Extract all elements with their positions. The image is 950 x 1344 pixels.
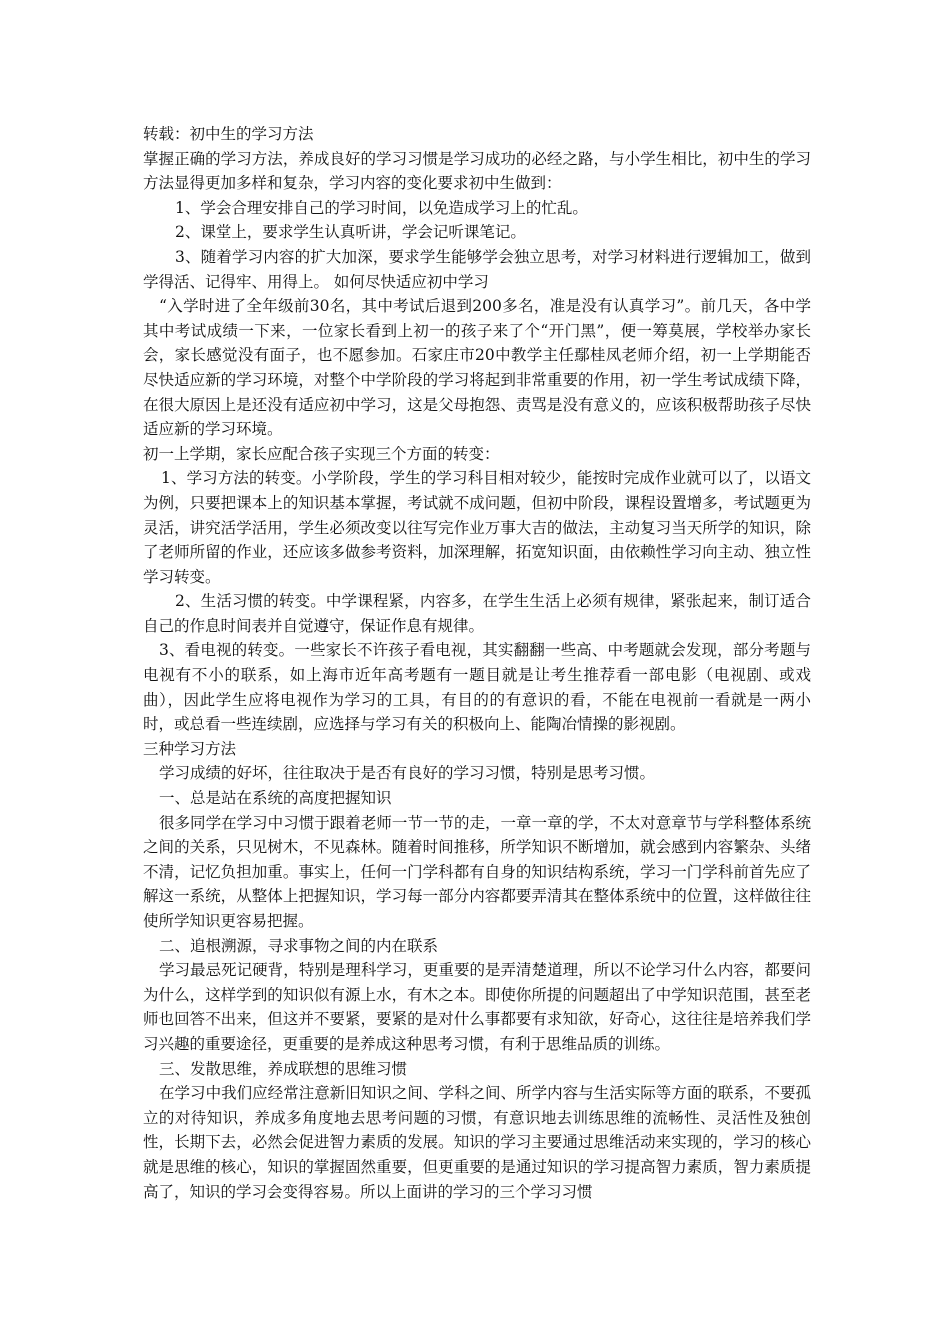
list-item: 3、随着学习内容的扩大加深，要求学生能够学会独立思考，对学习材料进行逻辑加工，做到学得活、记得牢、用得上。 如何尽快适应初中学习 xyxy=(143,247,811,291)
body-paragraph: 在学习中我们应经常注意新旧知识之间、学科之间、所学内容与生活实际等方面的联系，不要孤立的对待知识，养成多角度地去思考问题的习惯，有意识地去训练思维的流畅性、灵活性及独创性，长期下去，必然会促进智力素质的发展。知识的学习主要通过思维活动来实现的，学习的核心就是思维的核心，知识的掌握固然重要，但更重要的是通过知识的学习提高智力素质，智力素质提高了，知识的学习会变得容易。所以上面讲的学习的三个学习习惯 xyxy=(143,1084,811,1201)
list-item: 1、学习方法的转变。小学阶段，学生的学习科目相对较少，能按时完成作业就可以了，以语文为例，只要把课本上的知识基本掌握，考试就不成问题，但初中阶段，课程设置增多，考试题更为灵活，讲究活学活用，学生必须改变以往写完作业万事大吉的做法，主动复习当天所学的知识，除了老师所留的作业，还应该多做参考资料，加深理解，拓宽知识面，由依赖性学习向主动、独立性学习转变。 xyxy=(143,469,811,586)
subsection-heading: 一、总是站在系统的高度把握知识 xyxy=(159,789,392,808)
subsection-heading: 二、追根溯源，寻求事物之间的内在联系 xyxy=(159,936,439,955)
section-heading: 三种学习方法 xyxy=(143,739,237,758)
document-body xyxy=(143,122,811,1204)
list-item: 2、生活习惯的转变。中学课程紧，内容多，在学生生活上必须有规律，紧张起来，制订适合自己的作息时间表并自觉遵守，保证作息有规律。 xyxy=(143,592,811,635)
list-item: 1、学会合理安排自己的学习时间，以免造成学习上的忙乱。 xyxy=(175,198,588,217)
list-item: 3、看电视的转变。一些家长不许孩子看电视，其实翻翻一些高、中考题就会发现，部分考题与电视有不小的联系，如上海市近年高考题有一题目就是让考生推荐看一部电影（电视剧、或戏曲），因此学生应将电视作为学习的工具，有目的的有意识的看，不能在电视前一看就是一两小时，或总看一些连续剧，应选择与学习有关的积极向上、能陶冶情操的影视剧。 xyxy=(143,641,811,734)
intro-paragraph: 掌握正确的学习方法，养成良好的学习习惯是学习成功的必经之路，与小学生相比，初中生的学习方法显得更加多样和复杂，学习内容的变化要求初中生做到： xyxy=(143,149,811,193)
body-paragraph: 很多同学在学习中习惯于跟着老师一节一节的走，一章一章的学，不太对意章节与学科整体系统之间的关系，只见树木，不见森林。随着时间推移，所学知识不断增加，就会感到内容繁杂、头绪不清，记忆负担加重。事实上，任何一门学科都有自身的知识结构系统，学习一门学科前首先应了解这一系统，从整体上把握知识，学习每一部分内容都要弄清其在整体系统中的位置，这样做往往使所学知识更容易把握。 xyxy=(143,813,811,930)
body-paragraph: “入学时进了全年级前30名，其中考试后退到200多名，准是没有认真学习”。前几天，各中学其中考试成绩一下来，一位家长看到上初一的孩子来了个“开门黑”，便一筹莫展，学校举办家长会，家长感觉没有面子，也不愿参加。石家庄市20中教学主任鄢桂凤老师介绍，初一上学期能否尽快适应新的学习环境，对整个中学阶段的学习将起到非常重要的作用，初一学生考试成绩下降，在很大原因上是还没有适应初中学习，这是父母抱怨、责骂是没有意义的，应该积极帮助孩子尽快适应新的学习环境。 xyxy=(143,297,811,439)
body-paragraph: 学习成绩的好坏，往往取决于是否有良好的学习习惯，特别是思考习惯。 xyxy=(159,764,656,783)
body-paragraph: 初一上学期，家长应配合孩子实现三个方面的转变： xyxy=(143,444,500,463)
body-paragraph: 学习最忌死记硬背，特别是理科学习，更重要的是弄清楚道理，所以不论学习什么内容，都要问为什么，这样学到的知识似有源上水，有木之本。即使你所提的问题超出了中学知识范围，甚至老师也回答不出来，但这并不要紧，要紧的是对什么事都要有求知欲，好奇心，这往往是培养我们学习兴趣的重要途径，更重要的是养成这种思考习惯，有利于思维品质的训练。 xyxy=(143,961,811,1053)
list-item: 2、课堂上，要求学生认真听讲，学会记听课笔记。 xyxy=(175,223,526,242)
subsection-heading: 三、发散思维，养成联想的思维习惯 xyxy=(159,1059,408,1078)
document-title: 转载：初中生的学习方法 xyxy=(143,125,314,143)
